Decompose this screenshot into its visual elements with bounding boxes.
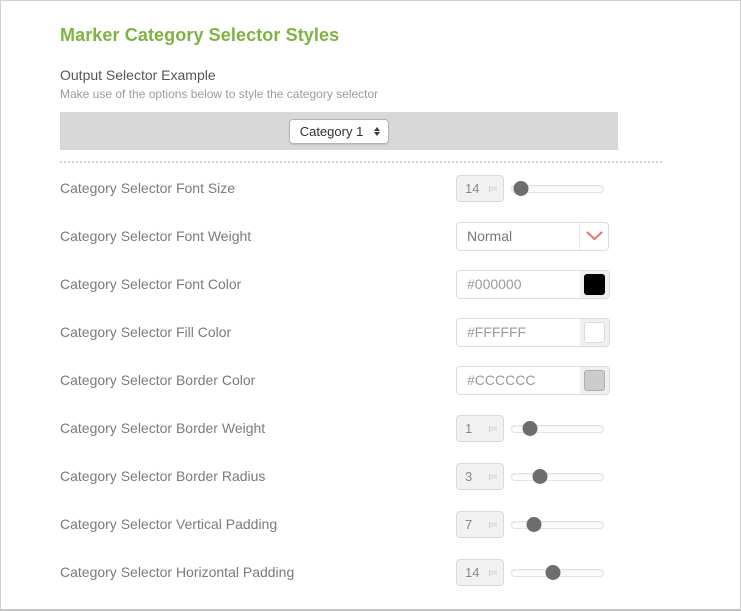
font-size-value: 14 — [465, 180, 480, 196]
font-weight-value: Normal — [467, 228, 513, 244]
setting-label: Category Selector Horizontal Padding — [60, 564, 295, 580]
vertical-padding-input[interactable] — [456, 511, 504, 538]
setting-label: Category Selector Fill Color — [60, 324, 232, 340]
px-unit-label: px — [488, 519, 498, 529]
setting-row-horizontal-padding — [60, 548, 740, 596]
font-color-hex: #000000 — [467, 276, 522, 292]
setting-row-font-color — [60, 260, 740, 308]
slider-handle[interactable] — [527, 517, 542, 532]
fill-color-input[interactable] — [456, 318, 610, 347]
setting-row-vertical-padding — [60, 500, 740, 548]
category-preview-select-value: Category 1 — [299, 123, 364, 139]
horizontal-padding-value: 14 — [465, 564, 480, 580]
font-weight-select[interactable] — [456, 222, 609, 251]
setting-row-font-weight — [60, 212, 740, 260]
setting-label: Category Selector Vertical Padding — [60, 516, 278, 532]
border-radius-slider[interactable] — [511, 469, 604, 484]
setting-row-font-size — [60, 164, 740, 212]
border-radius-value: 3 — [465, 468, 473, 484]
swatch-area — [580, 319, 609, 346]
px-unit-label: px — [488, 567, 498, 577]
font-color-swatch[interactable] — [584, 274, 605, 295]
setting-label: Category Selector Border Radius — [60, 468, 266, 484]
border-radius-input[interactable] — [456, 463, 504, 490]
setting-label: Category Selector Font Weight — [60, 228, 252, 244]
example-description: Make use of the options below to style the category selector — [60, 87, 379, 101]
select-up-down-arrows-icon — [374, 127, 380, 136]
category-preview-select[interactable] — [289, 119, 390, 144]
slider-handle[interactable] — [545, 565, 560, 580]
setting-row-border-color — [60, 356, 740, 404]
font-size-input[interactable] — [456, 175, 504, 202]
border-weight-value: 1 — [465, 420, 473, 436]
example-heading: Output Selector Example — [60, 67, 216, 83]
border-color-swatch[interactable] — [584, 370, 605, 391]
border-color-input[interactable] — [456, 366, 610, 395]
border-weight-slider[interactable] — [511, 421, 604, 436]
slider-track[interactable] — [511, 521, 604, 529]
dotted-divider — [60, 161, 662, 163]
slider-handle[interactable] — [532, 469, 547, 484]
font-color-input[interactable] — [456, 270, 610, 299]
slider-handle[interactable] — [514, 181, 529, 196]
px-unit-label: px — [488, 183, 498, 193]
slider-track[interactable] — [511, 473, 604, 481]
swatch-area — [580, 271, 609, 298]
chevron-down-icon[interactable] — [579, 223, 608, 250]
setting-label: Category Selector Font Color — [60, 276, 242, 292]
border-weight-input[interactable] — [456, 415, 504, 442]
horizontal-padding-input[interactable] — [456, 559, 504, 586]
category-selector-preview-bar — [60, 112, 618, 150]
font-size-slider[interactable] — [511, 181, 604, 196]
border-color-hex: #CCCCCC — [467, 372, 536, 388]
setting-row-fill-color — [60, 308, 740, 356]
setting-row-border-weight — [60, 404, 740, 452]
fill-color-swatch[interactable] — [584, 322, 605, 343]
swatch-area — [580, 367, 609, 394]
page-title: Marker Category Selector Styles — [60, 25, 340, 45]
setting-label: Category Selector Font Size — [60, 180, 236, 196]
setting-label: Category Selector Border Color — [60, 372, 256, 388]
px-unit-label: px — [488, 471, 498, 481]
setting-row-border-radius — [60, 452, 740, 500]
setting-label: Category Selector Border Weight — [60, 420, 266, 436]
px-unit-label: px — [488, 423, 498, 433]
vertical-padding-value: 7 — [465, 516, 473, 532]
slider-handle[interactable] — [522, 421, 537, 436]
fill-color-hex: #FFFFFF — [467, 324, 527, 340]
vertical-padding-slider[interactable] — [511, 517, 604, 532]
horizontal-padding-slider[interactable] — [511, 565, 604, 580]
